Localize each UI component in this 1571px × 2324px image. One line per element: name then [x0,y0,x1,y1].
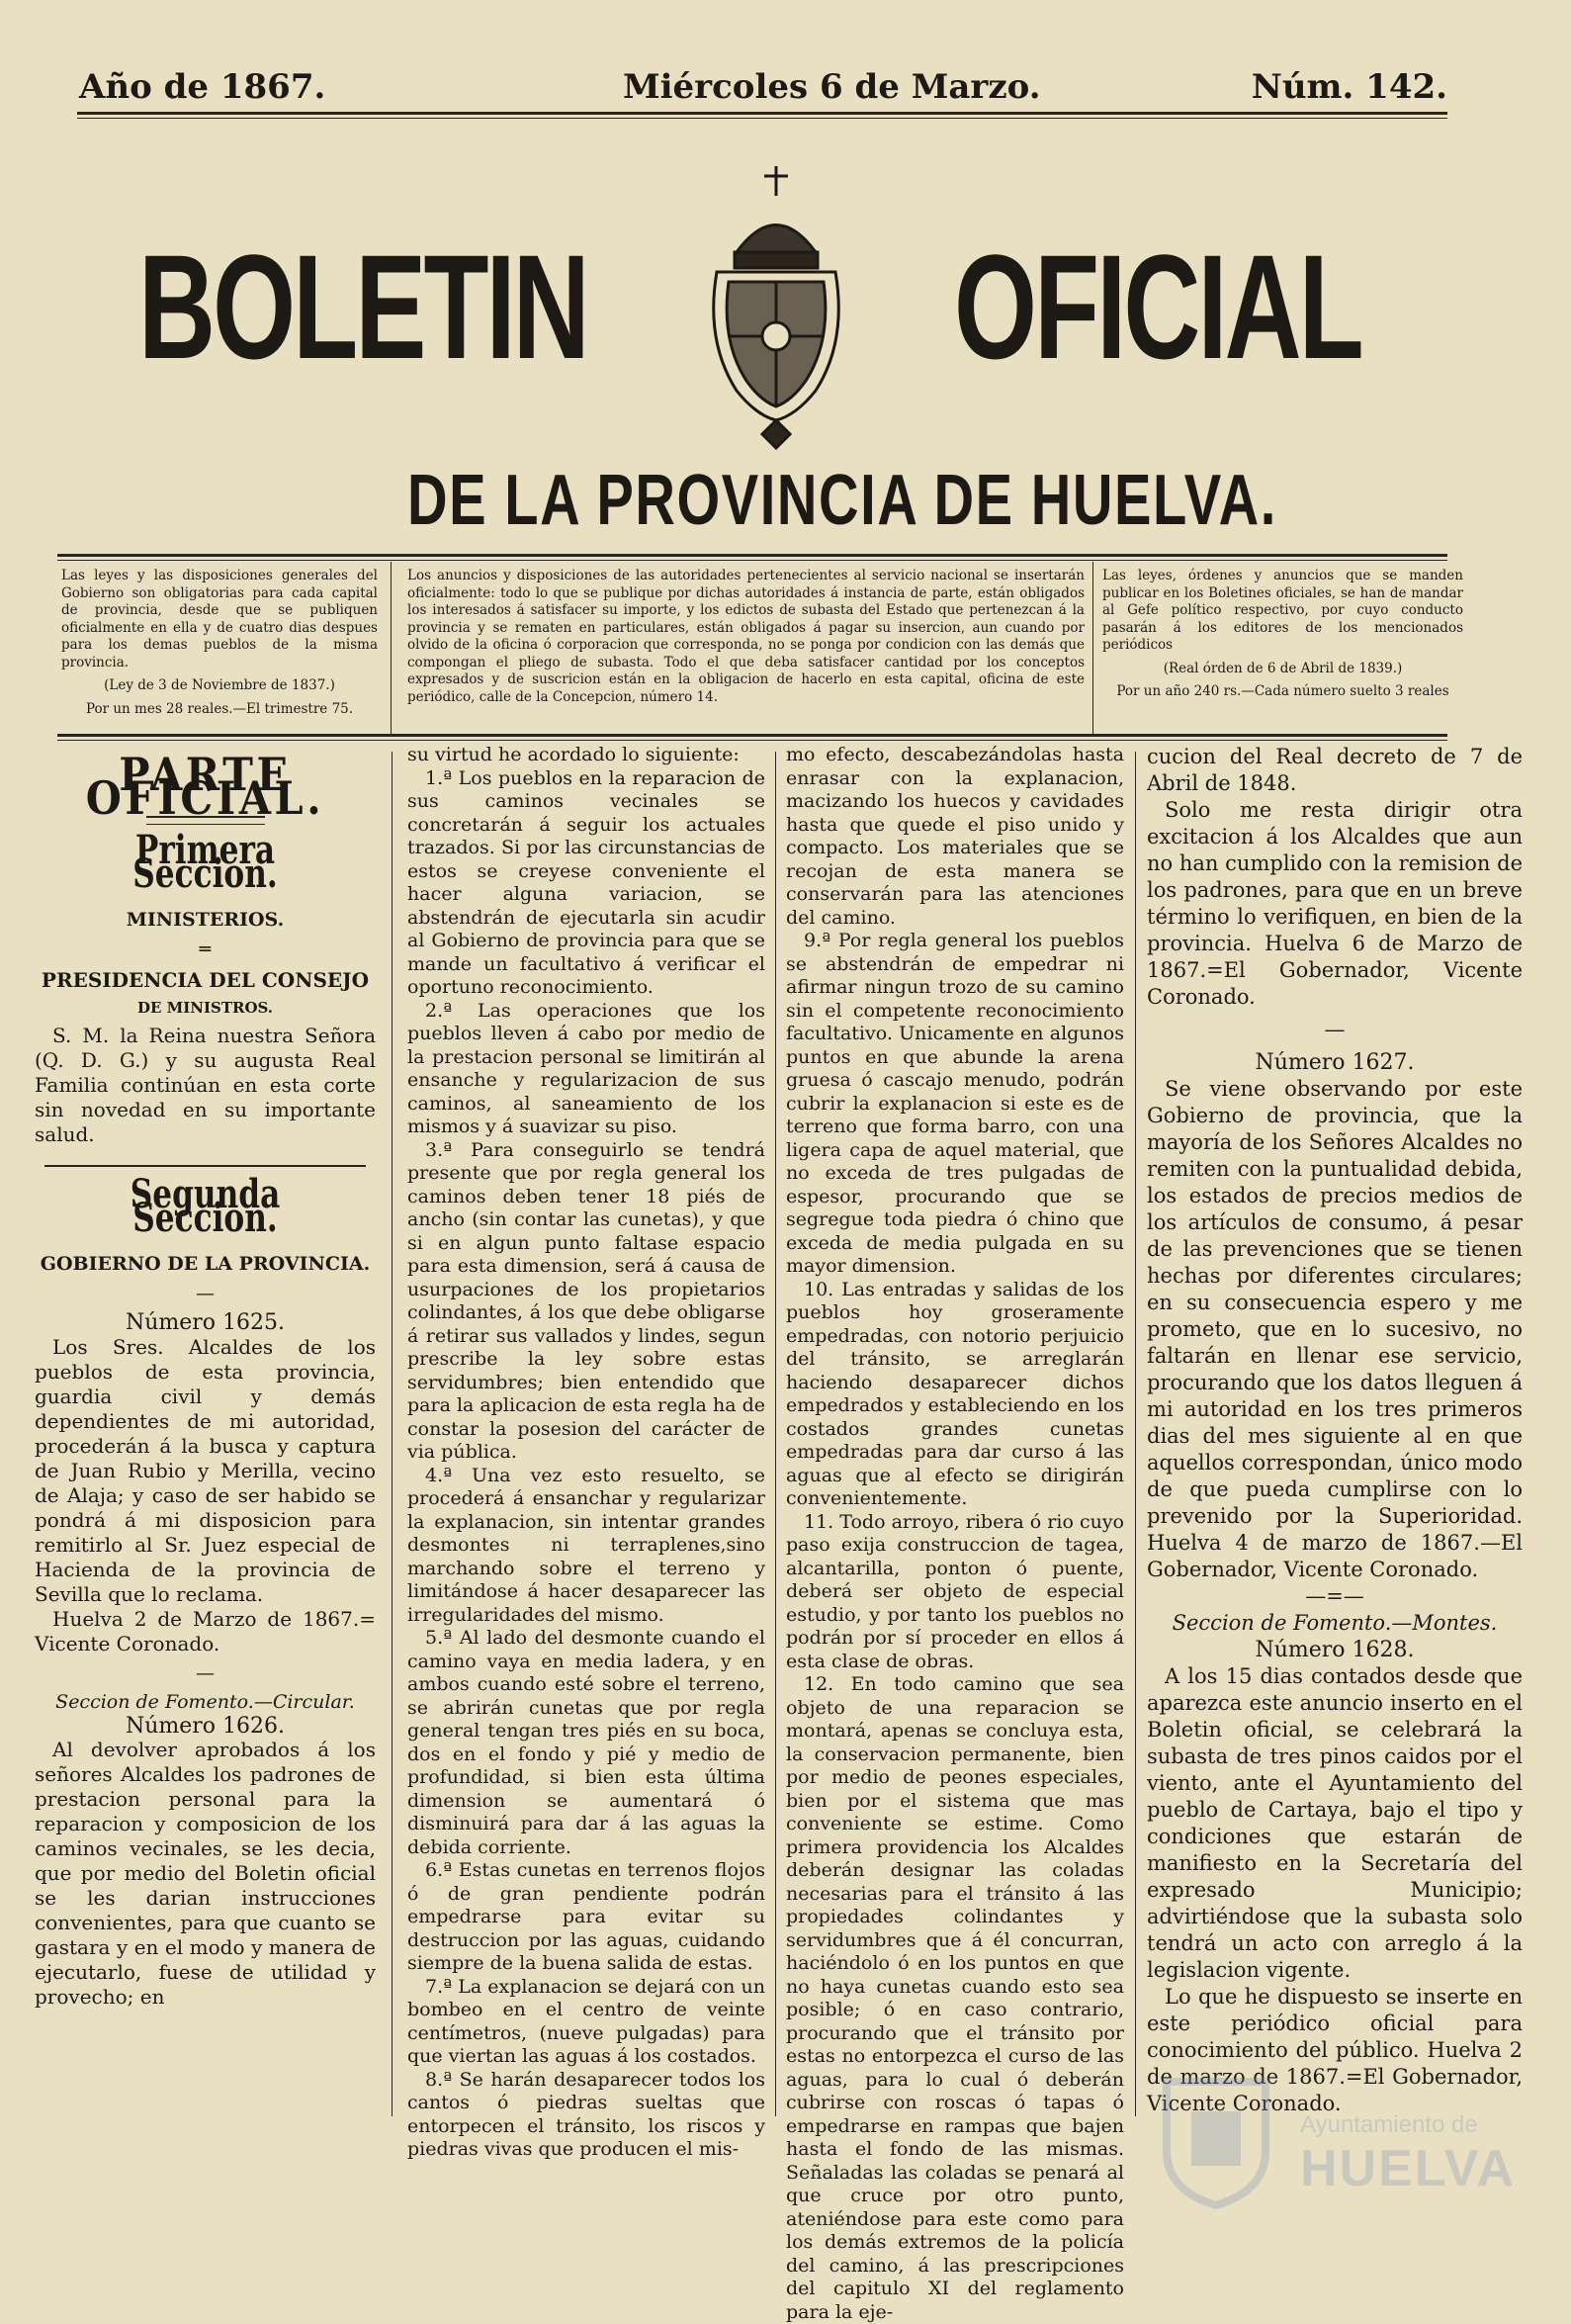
ministros-heading: DE MINISTROS. [136,998,274,1017]
rule-item-6: 6.ª Estas cunetas en terrenos flojos ó de gran pendiente podrán empedrarse para evitar su destruccion por las aguas, cuidando siempre de la buena salida de estas. [407,1859,765,1974]
watermark-logo-huelva: HUELVA [1300,2140,1517,2197]
reina-paragraph: S. M. la Reina nuestra Señora (Q. D. G.) y su augusta Real Familia continúan en esta corte sin novedad en su importante salud. [35,1024,376,1146]
notice-right-price: Por un año 240 rs.—Cada número suelto 3 reales [1116,683,1449,699]
paragraph-1625: Los Sres. Alcaldes de los pueblos de esta provincia, guardia civil y demás dependientes de mi autoridad, procederán á la busca y captura de Juan Rubio y Merilla, vecino de Alaja; y caso de ser habido se pondrá á mi disposicion para remitirlo al Sr. Juez especial de Hacienda de la provincia de Sevilla que lo reclama. [35,1334,376,1606]
notice-center-text: Los anuncios y disposiciones de las autoridades pertenecientes al servicio nacional se insertarán oficialmente: todo lo que se publique por dichas autoridades á instancia de parte, están obligados los interesados á satisfacer su importe, y los edictos de subasta del Estado que pertenezcan á la provincia y se rematen en particulares, están obligados á pagar su insercion, aun cuando por olvido de la oficina ó corporacion que corresponda, no se ponga por condicion con las demás que compongan el pliego de subasta. Todo el que deba satisfacer cantidad por los conceptos expresados y de suscricion están en la obligacion de hacerlo en esta capital, oficina de este periódico, calle de la Concepcion, número 14. [407,568,1085,705]
rule-item-4: 4.ª Una vez esto resuelto, se procederá á ensanchar y regularizar la explanacion, sin intentar grandes desmontes ni terraplenes,sino marchando sobre el terreno y limitándose á hacer desaparecer las irregularidades del mismo. [407,1464,765,1626]
col4-cont: cucion del Real decreto de 7 de Abril de 1848. [1147,745,1523,795]
notice-right-law: (Real órden de 6 de Abril de 1839.) [1163,660,1403,676]
column-3 [786,744,1124,2324]
notice-right-text: Las leyes, órdenes y anuncios que se manden publicar en los Boletines oficiales, se han de mandar al Gefe político respectivo, por cuyo conducto pasarán á los editores de los mencionados periódicos [1102,568,1463,653]
royal-crest-icon [677,158,875,455]
presidencia-heading: PRESIDENCIA DEL CONSEJO [41,968,370,992]
short-rule: — [196,1661,215,1684]
section-divider: —=— [1305,1584,1364,1608]
masthead-boletin: BOLETIN [138,223,587,390]
short-rule: — [1324,1018,1346,1041]
parte-oficial-heading: PARTE OFICIAL. [85,748,325,825]
paragraph-1627: Se viene observando por este Gobierno de provincia, que la mayoría de los Señores Alcaldes no remiten con la puntualidad debida, los estados de precios medios de los artículos de consumo, á pesar de las prevenciones que se tienen hechas por diferentes circulares; en su consecuencia espero y me prometo, que en lo sucesivo, no faltarán en llenar ese servicio, procurando que los datos lleguen á mi autoridad en los tres primeros dias del mes siguiente al en que aquellos correspondan, único modo de que pueda cumplirse con lo prevenido por la Superioridad. Huelva 4 de marzo de 1867.—El Gobernador, Vicente Coronado. [1147,1077,1523,1581]
notice-center [407,568,1085,706]
issue-number: Núm. 142. [1251,67,1447,107]
gobierno-heading: GOBIERNO DE LA PROVINCIA. [40,1253,371,1275]
rule-item-1: 1.ª Los pueblos en la reparacion de sus caminos vecinales se concretarán á seguir los actuales trazados. Si por las circunstancias de estos se creyese conveniente el hacer alguna variacion, se abstendrán de ejecutarla sin acudir al Gobierno de provincia para que se mande un facultativo á verificar el oportuno reconocimiento. [407,766,765,998]
masthead-oficial: OFICIAL [954,223,1361,390]
col2-intro: su virtud he acordado lo siguiente: [407,744,740,765]
primera-seccion-heading: Primera Seccion. [132,827,278,897]
rule-item-8-cont: mo efecto, descabezándolas hasta enrasar con la explanacion, macizando los huecos y cavidades hasta que quede el piso unido y compacto. Los materiales que se recojan de esta manera se conservarán para las atenciones del camino. [786,744,1124,929]
rule-item-3: 3.ª Para conseguirlo se tendrá presente que por regla general los caminos deben tener 18 piés de ancho (sin contar las cunetas), y que si en algun punto faltase espacio para esta dimension, será á causa de usurpaciones de los propietarios colindantes, á los que debe obligarse á retirar sus vallados y lindes, segun prescribe la ley sobre estas servidumbres; bien entendido que para la aplicacion de esta regla ha de constar la posesion del carácter de via pública. [407,1138,765,1463]
top-rule-thin [77,118,1447,119]
rule-item-10: 10. Las entradas y salidas de los pueblos hoy groseramente empedradas, con notorio perjuicio del tránsito, se arreglarán haciendo desaparecer dichos empedrados y estableciendo en los costados grandes cunetas empedradas para dar curso á las aguas que al efecto se dirigirán convenientemente. [786,1278,1124,1509]
column-divider-1 [392,752,393,2116]
number-1627: Número 1627. [1255,1050,1415,1075]
rule-item-5: 5.ª Al lado del desmonte cuando el camino vaya en media ladera, y en ambos cuando esté sobre el terreno, se abrirán cunetas que por regla general tengan tres piés en su boca, dos en el fondo y pié y medio de profundidad, si bien esta última dimension se aumentará ó disminuirá para dar á las aguas la debida corriente. [407,1627,765,1858]
issue-year: Año de 1867. [79,67,326,107]
number-1628: Número 1628. [1255,1638,1415,1662]
fomento-montes-heading: Seccion de Fomento.—Montes. [1172,1611,1498,1635]
col4-excitacion: Solo me resta dirigir otra excitacion á los Alcaldes que aun no han cumplido con la remision de los padrones, para que en un breve término lo verifiquen, en bien de la provincia. Huelva 6 de Marzo de 1867.=El Gobernador, Vicente Coronado. [1147,798,1523,1009]
notice-rule [57,734,1447,737]
top-rule [77,112,1447,115]
column-divider-2 [775,752,776,2116]
ayuntamiento-watermark [1157,2072,1517,2220]
masthead-subtitle: DE LA PROVINCIA DE HUELVA. [407,461,1277,540]
castle-shield-icon [1157,2072,1275,2210]
masthead-rule-thin [57,560,1447,561]
rule-item-11: 11. Todo arroyo, ribera ó rio cuyo paso exija construccion de tagea, alcantarilla, ponton ó puente, deberá ser objeto de especial estudio, y por tanto los pueblos no podrán por sí proceder en ellos á esta clase de obras. [786,1510,1124,1672]
signature-1625: Huelva 2 de Marzo de 1867.= Vicente Coronado. [35,1606,376,1655]
rule-item-7: 7.ª La explanacion se dejará con un bombeo en el centro de veinte centímetros, (nueve pulgadas) para que viertan las aguas á los costados. [407,1975,765,2067]
notice-left-law: (Ley de 3 de Noviembre de 1837.) [104,677,335,693]
paragraph-1628: A los 15 dias contados desde que aparezca este anuncio inserto en el Boletin oficial, se celebrará la subasta de tres pinos caidos por el viento, ante el Ayuntamiento del pueblo de Cartaya, bajo el tipo y condiciones que estarán de manifiesto en la Secretaría del expresado Municipio; advirtiéndose que la subasta solo tendrá un acto con arreglo á la legislacion vigente. [1147,1664,1523,1982]
column-2 [407,744,765,2162]
notice-rule-thin [57,740,1447,741]
notice-divider-2 [1092,562,1093,736]
notice-left-price: Por un mes 28 reales.—El trimestre 75. [85,700,354,717]
column-1 [35,744,376,2010]
masthead-rule [57,554,1447,557]
number-1625: Número 1625. [125,1310,286,1335]
double-rule: ═ [199,938,212,960]
watermark-logo-text: Ayuntamiento de [1300,2111,1478,2138]
column-4 [1147,744,1523,2117]
number-1626: Número 1626. [125,1713,286,1739]
rule-item-12: 12. En todo camino que sea objeto de una reparacion se montará, apenas se concluya esta, la conservacion permanente, bien por medio de peones especiales, bien por el sistema que mas conveniente se estime. Como primera providencia los Alcaldes deberán designar las coladas necesarias para el tránsito á las propiedades colindantes y servidumbres que á él concurran, haciéndolo ó en los puntos en que no haya cunetas cuando esto sea posible; ó en caso contrario, procurando que el tránsito por estas no entorpezca el curso de las aguas, para lo cual ó deberán cubrirse con roscas ó tapas ó empedrarse en rampas que bajen hasta el fondo de las mismas. Señaladas las coladas se penará al que cruce por otro punto, ateniéndose para este como para los demás extremos de la policía del camino, á las prescripciones del capitulo XI del reglamento para la eje- [786,1673,1124,2323]
fomento-circular-heading: Seccion de Fomento.—Circular. [55,1691,355,1713]
issue-date: Miércoles 6 de Marzo. [623,67,1041,107]
rule-item-9: 9.ª Por regla general los pueblos se abstendrán de empedrar ni afirmar ningun trozo de su camino sin el competente reconocimiento facultativo. Unicamente en algunos puntos en que abunde la arena gruesa ó cascajo menudo, podrán cubrir la explanacion si este es de terreno que forma barro, con una ligera capa de aquel material, que no exceda de tres pulgadas de espesor, procurando que se segregue toda piedra ó chino que exceda de media pulgada en su mayor dimension. [786,930,1124,1277]
notice-left-text: Las leyes y las disposiciones generales del Gobierno son obligatorias para cada capital de provincia, desde que se publiquen oficialmente en ella y de cuatro dias despues para los demas pueblos de la misma provincia. [61,568,378,670]
rule-item-2: 2.ª Las operaciones que los pueblos lleven á cabo por medio de la prestacion personal se limitirán al ensanche y regularizacion de sus caminos, al saneamiento de los mismos y á suavizar su piso. [407,999,765,1137]
section-rule [44,1165,366,1167]
rule-item-8: 8.ª Se harán desaparecer todos los cantos ó piedras sueltas que entorpecen el tránsito, los riscos y piedras vivas que producen el mis- [407,2068,765,2160]
short-rule: — [196,1282,215,1304]
notice-divider-1 [391,562,392,736]
paragraph-1628-b: Lo que he dispuesto se inserte en este periódico oficial para conocimiento del público. Huelva 2 de marzo de 1867.=El Gobernador, Vicente Coronado. [1147,1985,1523,2115]
notice-left [61,568,378,718]
notice-right [1102,568,1463,701]
ministerios-heading: MINISTERIOS. [126,909,285,931]
paragraph-1626: Al devolver aprobados á los señores Alcaldes los padrones de prestacion personal para la reparacion y composicion de los caminos vecinales, se les decia, que por medio del Boletin oficial se les darian instrucciones convenientes, para que cuanto se gastara y en el modo y manera de ejecutarlo, fuese de utilidad y provecho; en [35,1738,376,2009]
segunda-seccion-heading: Segunda Seccion. [130,1171,281,1241]
column-divider-3 [1135,752,1136,2116]
